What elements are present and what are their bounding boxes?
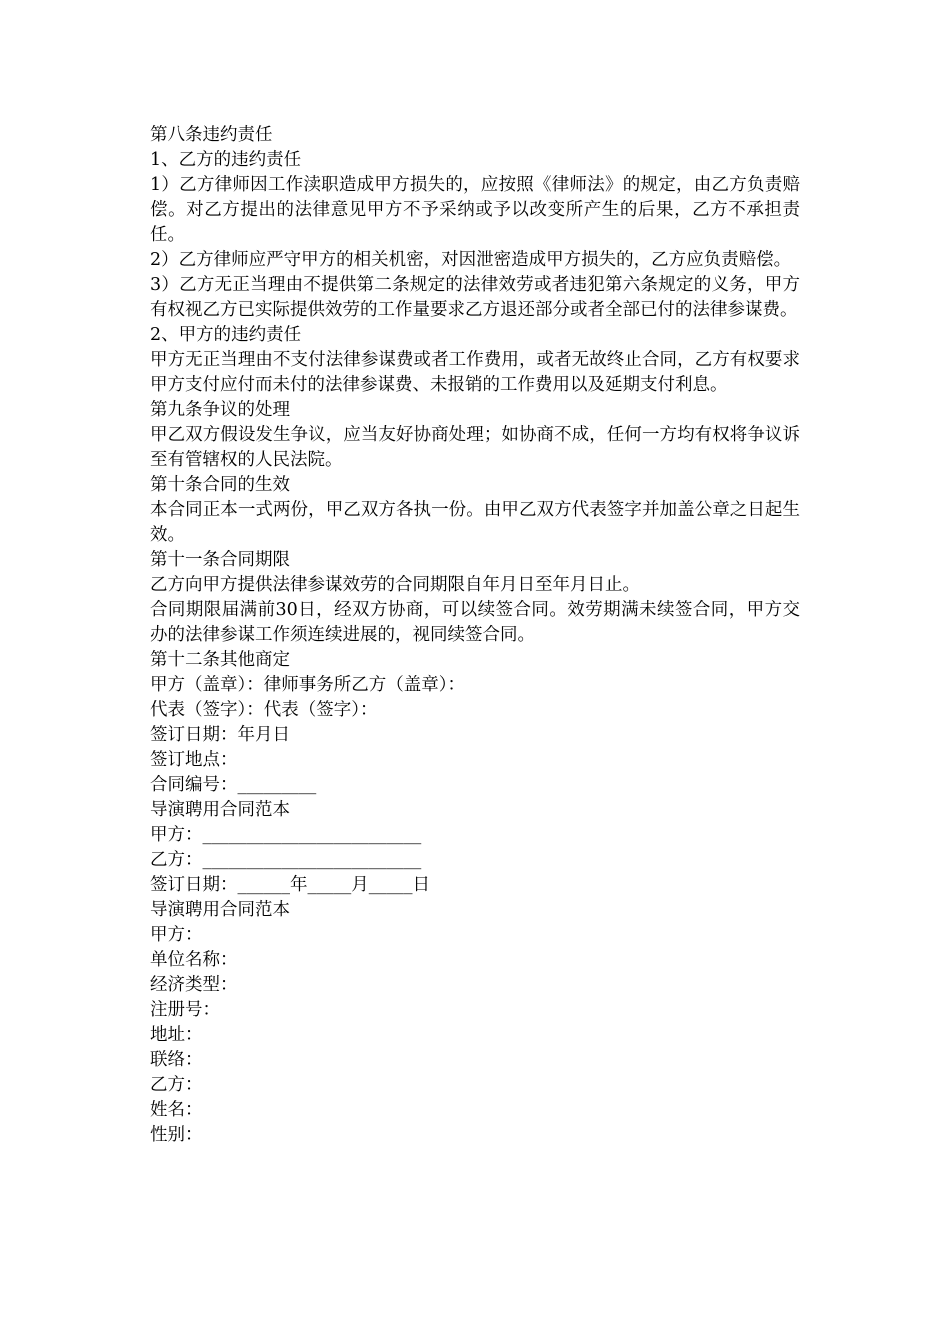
party-b-line: 乙方：_________________________ [150,850,422,870]
article-10-heading: 第十条合同的生效 [150,475,290,495]
field-gender: 性别： [150,1125,203,1145]
paragraph: 甲乙双方假设发生争议，应当友好协商处理；如协商不成，任何一方均有权将争议诉至有管辖权的人民法院。 [150,425,800,470]
field-company-name: 单位名称： [150,950,238,970]
paragraph: 甲方无正当理由不支付法律参谋费或者工作费用，或者无故终止合同，乙方有权要求甲方支付应付而未付的法律参谋费、未报销的工作费用以及延期支付利息。 [150,350,800,395]
article-9-heading: 第九条争议的处理 [150,400,290,420]
field-address: 地址： [150,1025,203,1045]
paragraph: 合同期限届满前30日，经双方协商，可以续签合同。效劳期满未续签合同，甲方交办的法律参谋工作须连续进展的，视同续签合同。 [150,600,800,645]
seal-line: 甲方（盖章）：律师事务所乙方（盖章）： [150,675,465,695]
field-registration-number: 注册号： [150,1000,220,1020]
signing-place-line: 签订地点： [150,750,238,770]
field-party-b: 乙方： [150,1075,203,1095]
paragraph: 1）乙方律师因工作渎职造成甲方损失的，应按照《律师法》的规定，由乙方负责赔偿。对乙方提出的法律意见甲方不予采纳或予以改变所产生的后果，乙方不承担责任。 [150,175,800,245]
paragraph: 3）乙方无正当理由不提供第二条规定的法律效劳或者违犯第六条规定的义务，甲方有权视乙方已实际提供效劳的工作量要求乙方退还部分或者全部已付的法律参谋费。 [150,275,800,320]
field-party-a: 甲方： [150,925,203,945]
contract-number-line: 合同编号：_________ [150,775,317,795]
document-body [150,123,800,1148]
section-party-b-liability-heading: 1、乙方的违约责任 [150,150,302,170]
field-economic-type: 经济类型： [150,975,238,995]
paragraph: 乙方向甲方提供法律参谋效劳的合同期限自年月日至年月日止。 [150,575,640,595]
paragraph: 2）乙方律师应严守甲方的相关机密，对因泄密造成甲方损失的，乙方应负责赔偿。 [150,250,792,270]
field-name: 姓名： [150,1100,203,1120]
contract-title: 导演聘用合同范本 [150,900,290,920]
paragraph: 本合同正本一式两份，甲乙双方各执一份。由甲乙双方代表签字并加盖公章之日起生效。 [150,500,800,545]
field-contact: 联络： [150,1050,203,1070]
signing-date-line: 签订日期：年月日 [150,725,290,745]
section-party-a-liability-heading: 2、甲方的违约责任 [150,325,302,345]
party-a-line: 甲方：_________________________ [150,825,422,845]
article-11-heading: 第十一条合同期限 [150,550,290,570]
signature-line: 代表（签字）：代表（签字）： [150,700,378,720]
contract-title: 导演聘用合同范本 [150,800,290,820]
article-12-heading: 第十二条其他商定 [150,650,290,670]
signing-date-blank-line: 签订日期：______年_____月_____日 [150,875,430,895]
article-8-heading: 第八条违约责任 [150,125,273,145]
